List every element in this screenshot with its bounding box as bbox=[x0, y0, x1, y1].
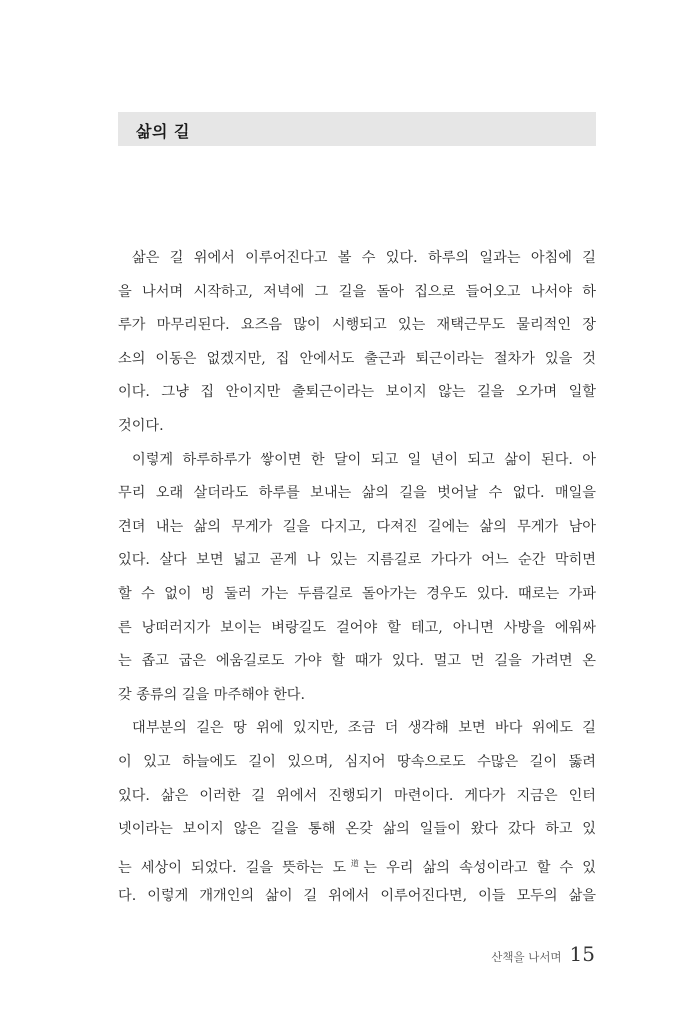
text-line: 견뎌 내는 삶의 무게가 길을 다지고, 다져진 길에는 삶의 무게가 남아 bbox=[118, 518, 596, 535]
text-line: 대부분의 길은 땅 위에 있지만, 조금 더 생각해 보면 바다 위에도 길 bbox=[132, 720, 596, 737]
text-line: 갖 종류의 길을 마주해야 한다. bbox=[118, 686, 306, 703]
text-line: 있다. 살다 보면 넓고 곧게 나 있는 지름길로 가다가 어느 순간 막히면 bbox=[118, 552, 596, 569]
text-line: 할 수 없이 빙 둘러 가는 두름길로 돌아가는 경우도 있다. 때로는 가파 bbox=[118, 585, 596, 602]
text-line-with-hanja bbox=[118, 847, 596, 881]
text-line: 삶은 길 위에서 이루어진다고 볼 수 있다. 하루의 일과는 아침에 길 bbox=[132, 250, 596, 266]
page-footer bbox=[491, 942, 595, 970]
text-line: 이렇게 하루하루가 쌓이면 한 달이 되고 일 년이 되고 삶이 된다. 아 bbox=[132, 451, 596, 468]
text-line: 것이다. bbox=[118, 417, 164, 434]
text-line: 는 좁고 굽은 에움길로도 가야 할 때가 있다. 멀고 먼 길을 가려면 온 bbox=[118, 653, 596, 670]
text-line: 른 낭떠러지가 보이는 벼랑길도 걸어야 할 테고, 아니면 사방을 에워싸 bbox=[118, 619, 596, 636]
text-line: 다. 이렇게 개개인의 삶이 길 위에서 이루어진다면, 이들 모두의 삶을 bbox=[118, 888, 596, 905]
text-line: 넷이라는 보이지 않은 길을 통해 온갖 삶의 일들이 왔다 갔다 하고 있 bbox=[118, 821, 596, 838]
body-text bbox=[118, 242, 596, 914]
text-line: 이다. 그냥 집 안이지만 출퇴근이라는 보이지 않는 길을 오가며 일할 bbox=[118, 384, 596, 401]
text-segment: 는 세상이 되었다. 길을 뜻하는 도 bbox=[118, 859, 347, 876]
text-line: 이 있고 하늘에도 길이 있으며, 심지어 땅속으로도 수많은 길이 뚫려 bbox=[118, 753, 596, 770]
text-line: 소의 이동은 없겠지만, 집 안에서도 출근과 퇴근이라는 절차가 있을 것 bbox=[118, 350, 596, 367]
section-title: 삶의 길 bbox=[136, 122, 190, 141]
text-segment: 는 우리 삶의 속성이라고 할 수 있 bbox=[363, 859, 596, 876]
text-line: 무리 오래 살더라도 하루를 보내는 삶의 길을 벗어날 수 없다. 매일을 bbox=[118, 485, 596, 502]
text-line: 을 나서며 시작하고, 저녁에 그 길을 돌아 집으로 들어오고 나서야 하 bbox=[118, 283, 596, 300]
hanja-superscript: 道 bbox=[346, 858, 364, 868]
section-header-bar bbox=[118, 112, 596, 146]
page-number: 15 bbox=[569, 942, 595, 966]
running-footer-label: 산책을 나서며 bbox=[491, 950, 562, 964]
text-line: 있다. 삶은 이러한 길 위에서 진행되기 마련이다. 게다가 지금은 인터 bbox=[118, 787, 596, 804]
text-line: 루가 마무리된다. 요즈음 많이 시행되고 있는 재택근무도 물리적인 장 bbox=[118, 317, 596, 334]
